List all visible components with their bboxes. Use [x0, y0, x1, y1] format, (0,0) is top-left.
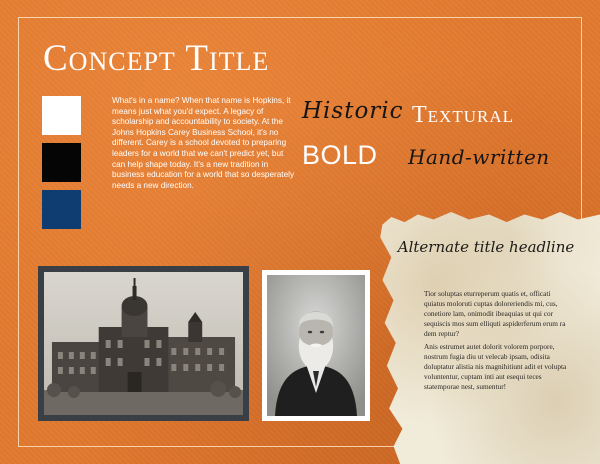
- style-word-historic: Historic: [302, 98, 404, 124]
- color-swatch-blue: [42, 190, 81, 229]
- color-swatch-black: [42, 143, 81, 182]
- alternate-headline: Alternate title headline: [397, 238, 575, 256]
- concept-title: Concept Title: [43, 38, 270, 79]
- style-word-bold: BOLD: [302, 140, 378, 170]
- alternate-body-paragraph-2: Anis estrumet autet dolorit volorem porpore, nostrum fugia diu ut velecab ipsam, odisita doluptatur alistia nis magnihitiunt adit et volupta voluntentur, cuptam inti aut esequi teces statemporae nest, sumentur!: [424, 342, 567, 391]
- building-illustration: [44, 272, 243, 415]
- historic-building-photo: [38, 266, 249, 421]
- style-word-textural: Textural: [412, 102, 514, 128]
- portrait-photo: [262, 270, 370, 421]
- style-word-handwritten: Hand-written: [408, 145, 550, 169]
- portrait-illustration: [267, 275, 365, 416]
- color-swatch-white: [42, 96, 81, 135]
- intro-paragraph: What's in a name? When that name is Hopkins, it means just what you'd expect. A legacy of scholarship and accountability to society. At the Johns Hopkins Carey Business School, it's no different. Carey is a school devoted to preparing leaders for a world that we can't predict yet, but can help shape today. It's a new tradition in business education for a world that so desperately needs a new direction.: [112, 96, 295, 190]
- alternate-body-paragraph-1: Tior soluptas eturreperum quatis et, officati quiatus moloruti cuptas doloreriendis mi, cus, conetiore lam, onimodit ibeaquias ut qui cor sequiscis mos sum elliquti aspiderferum erum ra dem reptur?: [424, 289, 566, 338]
